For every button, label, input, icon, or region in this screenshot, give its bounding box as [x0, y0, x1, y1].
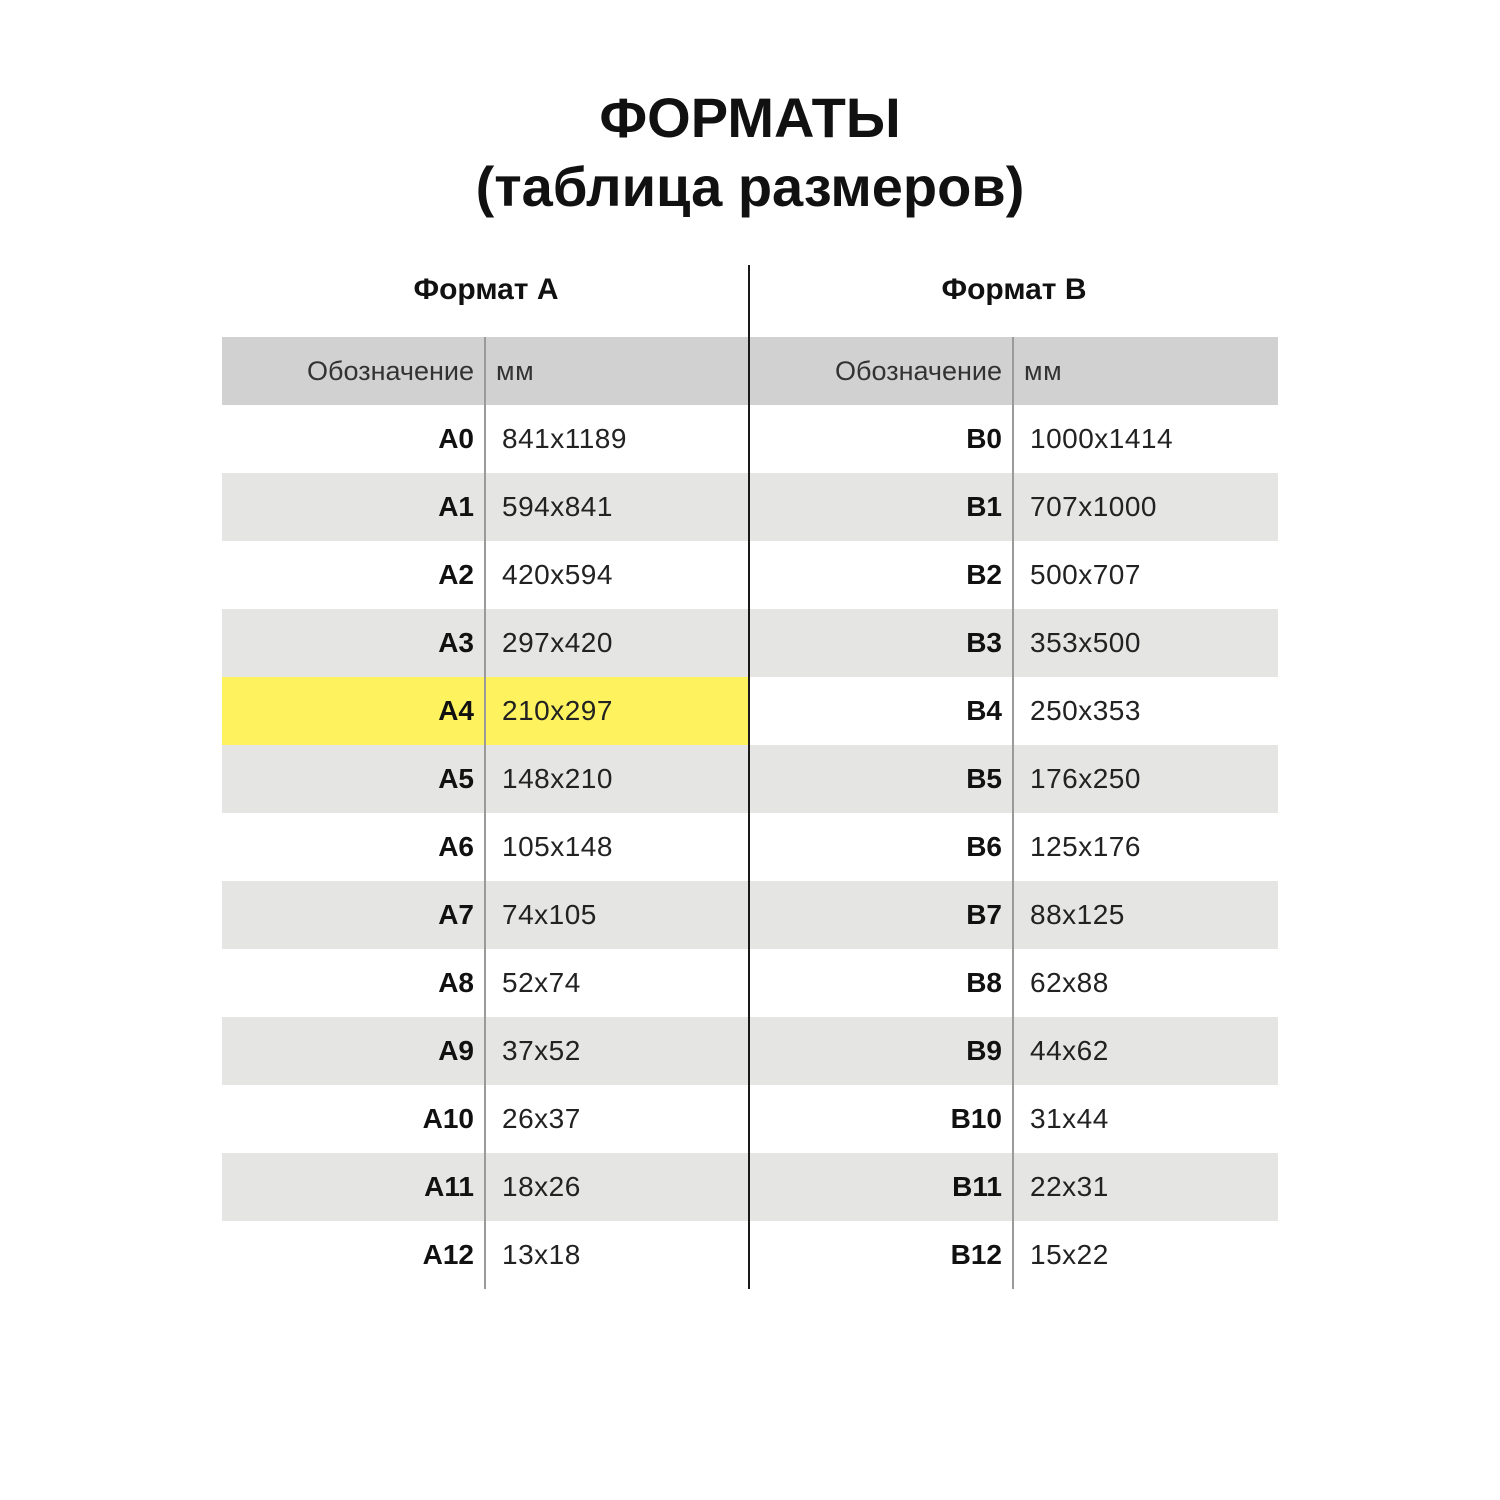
format-b-rows — [750, 405, 1278, 1289]
format-b-table-row — [750, 405, 1278, 473]
format-b-designation-cell: B6 — [750, 813, 1014, 881]
format-a-table-row — [222, 541, 750, 609]
format-a-table-row — [222, 745, 750, 813]
format-a-table-row — [222, 881, 750, 949]
format-a-table-row — [222, 405, 750, 473]
format-a-size-cell: 841x1189 — [502, 423, 627, 454]
page-title: ФОРМАТЫ — [599, 86, 901, 149]
format-a-designation-cell: A5 — [222, 745, 486, 813]
format-b-size-cell: 176x250 — [1030, 763, 1141, 794]
format-a-size-cell: 37x52 — [502, 1035, 581, 1066]
format-b-table — [750, 337, 1278, 1289]
format-b-size-cell: 707x1000 — [1030, 491, 1158, 522]
format-b-table-row — [750, 677, 1278, 745]
format-b-designation-cell: B3 — [750, 609, 1014, 677]
format-a-size-cell: 74x105 — [502, 899, 597, 930]
format-a-designation-cell: A4 — [222, 677, 486, 745]
format-b-designation-cell: B4 — [750, 677, 1014, 745]
format-b-designation-cell: B0 — [750, 405, 1014, 473]
format-a-size-cell: 26x37 — [502, 1103, 581, 1134]
format-a-designation-cell: A12 — [222, 1221, 486, 1289]
format-a-designation-cell: A0 — [222, 405, 486, 473]
format-b-table-row — [750, 1017, 1278, 1085]
format-a-col-mm: мм — [496, 355, 535, 386]
format-b-size-cell: 15x22 — [1030, 1239, 1109, 1270]
format-b-designation-cell: B12 — [750, 1221, 1014, 1289]
format-a-table-row — [222, 1085, 750, 1153]
format-a-table-row — [222, 813, 750, 881]
format-a-designation-cell: A1 — [222, 473, 486, 541]
format-a-table-row — [222, 473, 750, 541]
format-a-designation-cell: A8 — [222, 949, 486, 1017]
format-b-designation-cell: B8 — [750, 949, 1014, 1017]
format-b-table-row — [750, 745, 1278, 813]
format-a-table-row — [222, 609, 750, 677]
format-b-table-row — [750, 813, 1278, 881]
format-a-designation-cell: A10 — [222, 1085, 486, 1153]
format-b-table-row — [750, 949, 1278, 1017]
format-b-table-row — [750, 1221, 1278, 1289]
format-b-size-cell: 125x176 — [1030, 831, 1141, 862]
format-b-designation-cell: B9 — [750, 1017, 1014, 1085]
format-a-table-row — [222, 1221, 750, 1289]
format-a-table — [222, 337, 750, 1289]
format-b-size-cell: 44x62 — [1030, 1035, 1109, 1066]
format-a-size-cell: 297x420 — [502, 627, 613, 658]
format-b-designation-cell: B10 — [750, 1085, 1014, 1153]
page-subtitle: (таблица размеров) — [475, 155, 1025, 218]
format-b-size-cell: 88x125 — [1030, 899, 1125, 930]
center-divider — [748, 265, 750, 1289]
format-a-table-row — [222, 1017, 750, 1085]
format-b-designation-cell: B2 — [750, 541, 1014, 609]
format-b-size-cell: 62x88 — [1030, 967, 1109, 998]
format-a-size-cell: 420x594 — [502, 559, 613, 590]
format-a-designation-cell: A11 — [222, 1153, 486, 1221]
format-b-size-cell: 250x353 — [1030, 695, 1141, 726]
format-a-header-row — [222, 337, 750, 405]
format-b-table-row — [750, 1085, 1278, 1153]
format-b-heading: Формат В — [941, 273, 1087, 306]
format-a-size-cell: 13x18 — [502, 1239, 581, 1270]
format-b-table-row — [750, 609, 1278, 677]
format-b-designation-cell: B1 — [750, 473, 1014, 541]
format-b-size-cell: 500x707 — [1030, 559, 1141, 590]
format-b-table-row — [750, 541, 1278, 609]
format-b-table-row — [750, 473, 1278, 541]
format-a-size-cell: 52x74 — [502, 967, 581, 998]
format-a-col-designation: Обозначение — [222, 337, 486, 405]
format-b-table-row — [750, 1153, 1278, 1221]
format-a-heading: Формат А — [413, 273, 559, 306]
format-a-table-row — [222, 677, 750, 745]
format-a-table-row — [222, 1153, 750, 1221]
format-b-size-cell: 31x44 — [1030, 1103, 1109, 1134]
format-a-designation-cell: A9 — [222, 1017, 486, 1085]
format-a-designation-cell: A6 — [222, 813, 486, 881]
format-a-size-cell: 594x841 — [502, 491, 613, 522]
format-b-col-mm: мм — [1024, 355, 1063, 386]
format-b-size-cell: 1000x1414 — [1030, 423, 1174, 454]
format-a-size-cell: 210x297 — [502, 695, 613, 726]
format-b-size-cell: 22x31 — [1030, 1171, 1109, 1202]
format-a-size-cell: 105x148 — [502, 831, 613, 862]
format-b-size-cell: 353x500 — [1030, 627, 1141, 658]
format-a-designation-cell: A2 — [222, 541, 486, 609]
format-a-size-cell: 148x210 — [502, 763, 613, 794]
format-b-designation-cell: B7 — [750, 881, 1014, 949]
format-b-table-row — [750, 881, 1278, 949]
format-b-designation-cell: B11 — [750, 1153, 1014, 1221]
format-b-col-designation: Обозначение — [750, 337, 1014, 405]
format-a-designation-cell: A7 — [222, 881, 486, 949]
format-a-rows — [222, 405, 750, 1289]
format-b-designation-cell: B5 — [750, 745, 1014, 813]
format-a-size-cell: 18x26 — [502, 1171, 581, 1202]
format-a-table-row — [222, 949, 750, 1017]
format-a-designation-cell: A3 — [222, 609, 486, 677]
format-b-header-row — [750, 337, 1278, 405]
